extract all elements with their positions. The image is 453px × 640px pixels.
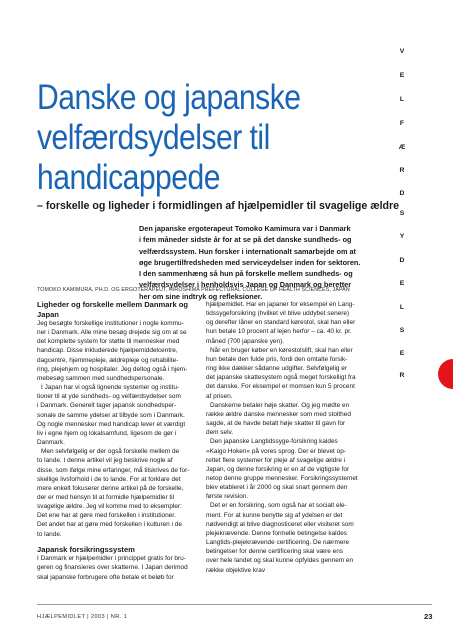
body-line: sonale de samme ydelser at tilbyde som i Danmark. xyxy=(37,411,185,419)
sidebar-letter: Y xyxy=(399,233,405,240)
body-line: betingelser for denne certificering skal være ens xyxy=(206,548,344,556)
body-line: ment. For at kunne benytte sig af ydelsen er det xyxy=(206,511,343,519)
intro-line: her om sine indtryk og refleksioner. xyxy=(139,291,263,301)
author-byline: TOMOKO KAMIMURA, PH.D. OG ERGOTERAPEUT, HIROSHIMA PREFECTURAL COLLEGE OF HEALTH SCIENCES, JAPAN xyxy=(37,287,350,293)
sidebar-letter: E xyxy=(399,280,405,287)
intro-line: velfærdsydelser i henholdsvis Japan og Danmark og beretter xyxy=(139,280,352,290)
sidebar-letter: D xyxy=(399,190,405,197)
intro-line: i fem måneder sidste år for at se på det danske sundheds- og xyxy=(139,235,352,245)
body-line: liv i egne hjem og lokalsamfund, ligesom de gør i xyxy=(37,429,177,437)
body-line: Det er en forsikring, som også har et socialt ele- xyxy=(210,502,347,510)
body-line: ring, plejehjem og hospitaler. Jeg deltog også i hjem- xyxy=(37,365,188,373)
body-line: hun betale 10 procent af lejen herfor – ca. 40 kr. pr. xyxy=(206,328,352,336)
body-line: dem selv. xyxy=(206,429,234,437)
body-line: det danske. For eksempel er momsen kun 5 procent xyxy=(206,383,355,391)
body-line: tidssygeforsikring (hvilket vil blive uddybet senere) xyxy=(206,310,350,318)
body-line: i Danmark. Generelt tager japansk sundhedsper- xyxy=(37,402,177,410)
body-line: blev etableret i år 2000 og skal snart gennem den xyxy=(206,484,348,492)
body-line: det komplette system for støtte til mennesker med xyxy=(37,338,180,346)
body-line: række ældre danske mennesker som med stolthed xyxy=(206,410,351,418)
body-line: rettet flere systemer for pleje af svagelige ældre i xyxy=(206,456,346,464)
body-line: plejekrævende. Denne formelle betingelse kaldes xyxy=(206,529,347,537)
title-line: handicappede xyxy=(37,158,220,197)
sidebar-letter: E xyxy=(399,72,405,79)
body-line: I Japan har vi også lignende systemer og institu- xyxy=(41,384,180,392)
page-number: 23 xyxy=(424,612,433,621)
body-line: skellige livsforhold i de to lande. For at forklare det xyxy=(37,475,181,483)
body-line: Men selvfølgelig er der også forskelle mellem de xyxy=(41,448,180,456)
body-line: svagelige ældre. Jeg vil komme med to eksempler: xyxy=(37,503,182,511)
body-line: to lande. xyxy=(37,530,62,538)
section-heading: Japan xyxy=(37,309,59,319)
body-line: af prisen. xyxy=(206,392,233,400)
body-line: Det andet har at gøre med forskellen i kulturen i de xyxy=(37,521,182,529)
body-line: Danmark. xyxy=(37,439,65,447)
body-line: Når en bruger køber en kørestolslift, skal han eller xyxy=(210,346,353,354)
body-line: første revision. xyxy=(206,493,249,501)
body-line: Jeg besøgte forskellige institutioner i nogle kommu- xyxy=(37,320,184,327)
sidebar-letter: S xyxy=(399,327,405,334)
right-column xyxy=(206,300,364,575)
body-line: over hele landet og skal kunne opfyldes gennem en xyxy=(206,557,354,565)
article-title xyxy=(37,78,321,198)
left-column xyxy=(37,300,195,582)
sidebar-letter: L xyxy=(399,304,405,311)
body-line: og derefter låner en standard kørestol, skal han eller xyxy=(206,319,356,327)
body-line: hun betale den fulde pris, fordi den omtalte forsik- xyxy=(206,355,348,363)
body-line: Langtids-plejekrævende certificering. De nærmere xyxy=(206,539,350,547)
sidebar-letter: V xyxy=(399,48,405,55)
footer-publication: HJÆLPEMIDLET | 2003 | NR. 1 xyxy=(37,614,128,620)
body-line: tioner til at yde sundheds- og velfærdsydelser som xyxy=(37,393,181,401)
section-heading: Japansk forsikringssystem xyxy=(37,544,135,554)
body-line: hjælpemidlet. Har en japaner for eksempel en Lang- xyxy=(206,301,355,308)
intro-line: velfærdssystem. Hun forsker i internationalt samarbejde om at xyxy=(139,246,356,256)
sidebar-letter: Æ xyxy=(398,144,406,151)
body-line: nødvendigt at blive diagnosticeret eller visiteret som xyxy=(206,520,354,528)
body-line: netop denne gruppe mennesker. Forsikringssystemet xyxy=(206,474,358,482)
sidebar-letter: L xyxy=(399,96,405,103)
sidebar-letter: S xyxy=(399,210,405,217)
body-line: I Danmark er hjælpemidler i princippet gratis for bru- xyxy=(37,555,186,563)
body-line: måned (700 japanske yen). xyxy=(206,337,285,345)
body-line: der er med hensyn til at formidle hjælpemidler til xyxy=(37,493,175,501)
body-line: ner i Danmark. Alle mine besøg drejede sig om at se xyxy=(37,329,187,337)
intro-line: øge brugertilfredsheden med serviceydelser inden for sektoren. xyxy=(139,257,361,267)
intro-line: I den sammenhæng så hun på forskelle mellem sundheds- og xyxy=(139,269,353,279)
intro-line: Den japanske ergoterapeut Tomoko Kamimura var i Danmark xyxy=(139,224,351,233)
article-subtitle: – forskelle og ligheder i formidlingen af hjælpemidler til svagelige ældre xyxy=(37,200,400,212)
body-line: Det ene har at gøre med forskellen i institutioner. xyxy=(37,512,176,520)
body-line: dagcentre, hjemmepleje, ældrepleje og rehabilite- xyxy=(37,356,179,364)
body-line: geren og finansieres over skatterne. I Japan derimod xyxy=(37,564,188,572)
body-line: Japan, og denne forsikring er en af de vigtigste for xyxy=(206,465,350,473)
title-line: Danske og japanske xyxy=(37,78,301,117)
body-line: ring ikke dækker sådanne udgifter. Selvfølgelig er xyxy=(206,365,347,373)
body-line: »Kaigo Hoken« på vores sprog. Der er blevet op- xyxy=(206,447,346,455)
body-line: mere enkelt fokuserer denne artikel på de forskelle, xyxy=(37,484,184,492)
body-line: række objektive krav xyxy=(206,566,266,574)
body-line: mebesøg sammen med sundhedspersonale. xyxy=(37,374,165,382)
footer-divider xyxy=(37,604,432,605)
section-marker-dot xyxy=(438,359,453,389)
sidebar-letter: E xyxy=(399,350,405,357)
body-line: skal japanske forbrugere ofte betale et beløb for xyxy=(37,573,174,581)
body-line: handicap. Disse inkluderede hjælpemiddelcentre, xyxy=(37,347,178,355)
sidebar-letter: R xyxy=(399,167,405,174)
body-line: Og nogle mennesker med handicap lever et værdigt xyxy=(37,420,186,428)
body-line: sagde, at de havde betalt høje skatter til gavn for xyxy=(206,420,346,428)
body-line: Danskerne betaler høje skatter. Og jeg mødte en xyxy=(210,401,350,409)
body-line: det japanske skattesystem også meget forskelligt fra xyxy=(206,374,356,382)
sidebar-letter: R xyxy=(399,372,405,379)
sidebar-letter: F xyxy=(399,120,405,127)
title-line: velfærdsydelser til xyxy=(37,118,270,157)
body-line: to lande. I denne artikel vil jeg beskrive nogle af xyxy=(37,457,173,465)
section-heading: Ligheder og forskelle mellem Danmark og xyxy=(37,300,189,309)
body-line: Den japanske Langtidssyge-forsikring kaldes xyxy=(210,438,338,446)
body-line: disse, som ifølge mine erfaringer, må tilskrives de for- xyxy=(37,466,190,474)
sidebar-letter: D xyxy=(399,257,405,264)
